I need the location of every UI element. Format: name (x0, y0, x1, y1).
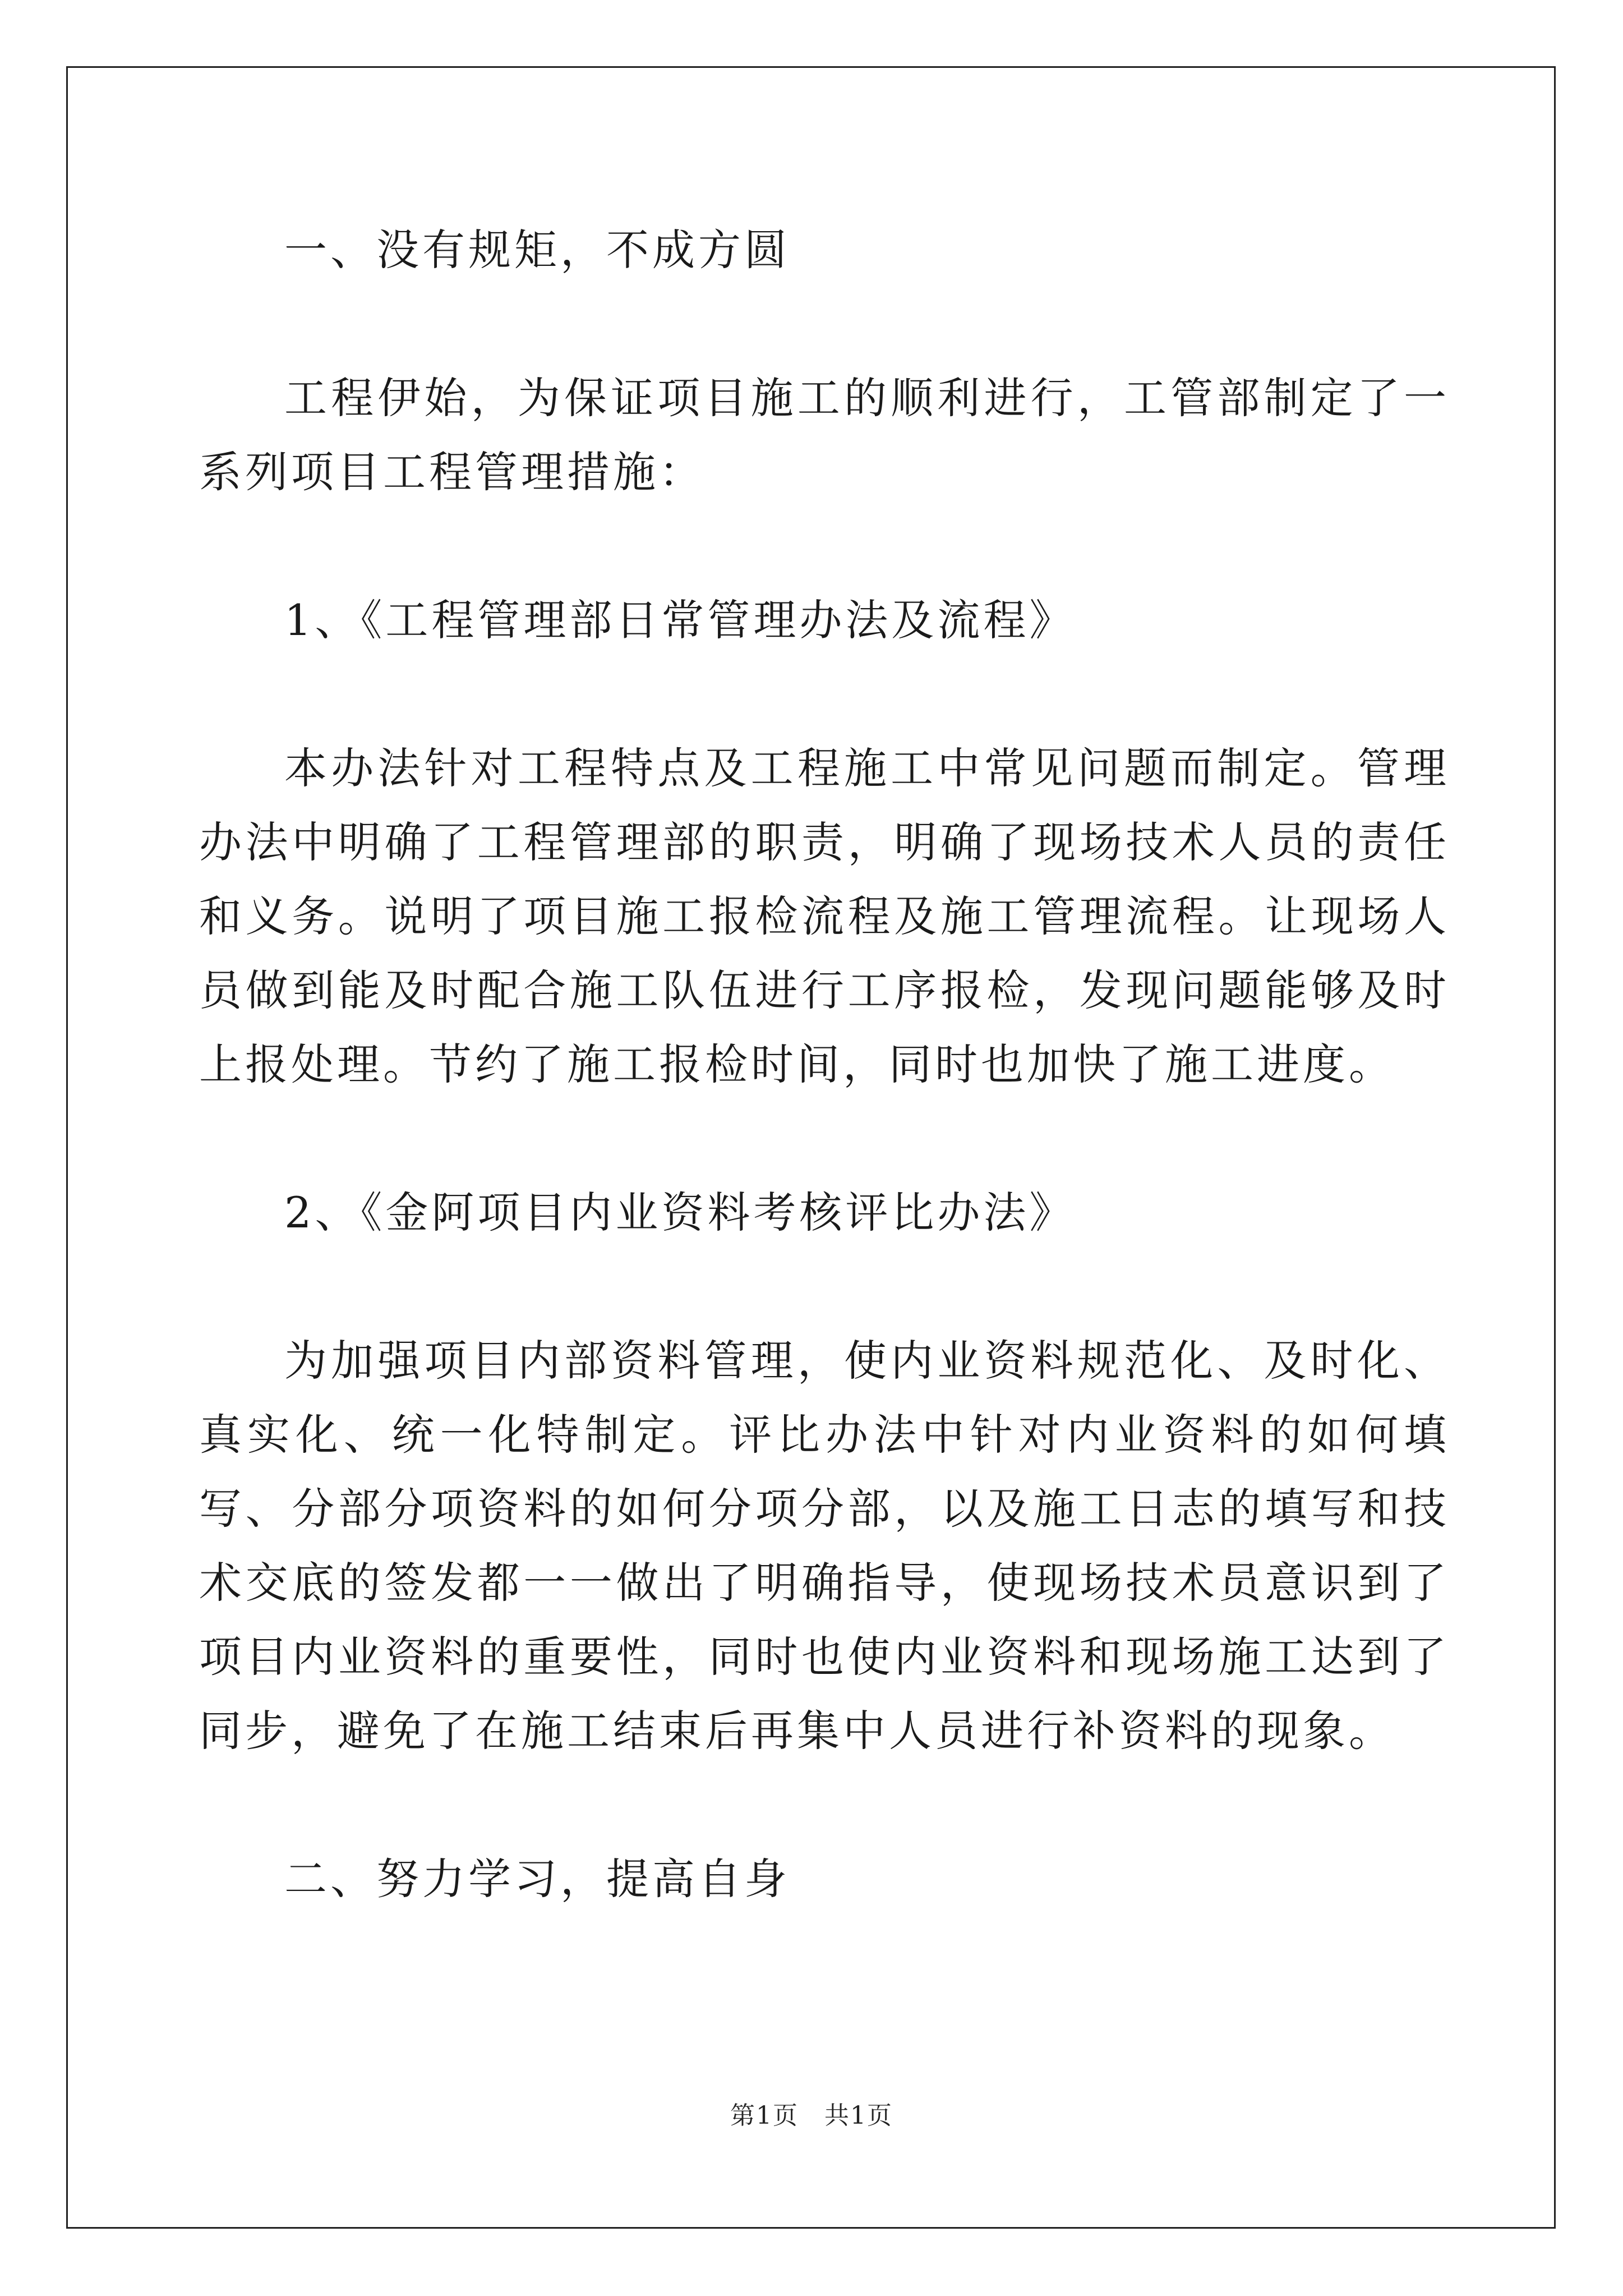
item-heading-2: 2、《金阿项目内业资料考核评比办法》 (284, 1188, 1076, 1237)
item-1-paragraph: 本办法针对工程特点及工程施工中常见问题而制定。管理办法中明确了工程管理部的职责，明确了现场技术人员的责任和义务。说明了项目施工报检流程及施工管理流程。让现场人员做到能及时配合施工队伍进行工序报检，发现问题能够及时上报处理。节约了施工报检时间，同时也加快了施工进度。 (199, 743, 1450, 1089)
page-number: 第1页 (730, 2101, 799, 2130)
section-heading-1: 一、没有规矩，不成方圆 (284, 225, 790, 275)
page-total: 共1页 (824, 2101, 893, 2130)
paragraph-spacer (199, 657, 1450, 731)
paragraph-spacer (199, 1250, 1450, 1324)
intro-paragraph: 工程伊始，为保证项目施工的顺利进行，工管部制定了一系列项目工程管理措施： (199, 373, 1450, 497)
paragraph-spacer (199, 509, 1450, 583)
page-footer (0, 2095, 1623, 2131)
paragraph-spacer (199, 287, 1450, 361)
paragraph-spacer (199, 1768, 1450, 1842)
section-heading-2: 二、努力学习，提高自身 (284, 1854, 790, 1904)
item-2-paragraph: 为加强项目内部资料管理，使内业资料规范化、及时化、真实化、统一化特制定。评比办法中针对内业资料的如何填写、分部分项资料的如何分项分部，以及施工日志的填写和技术交底的签发都一一做出了明确指导，使现场技术员意识到了项目内业资料的重要性，同时也使内业资料和现场施工达到了同步，避免了在施工结束后再集中人员进行补资料的现象。 (199, 1336, 1450, 1756)
item-heading-1: 1、《工程管理部日常管理办法及流程》 (284, 595, 1076, 645)
paragraph-spacer (199, 1102, 1450, 1176)
document-body (199, 213, 1450, 1916)
